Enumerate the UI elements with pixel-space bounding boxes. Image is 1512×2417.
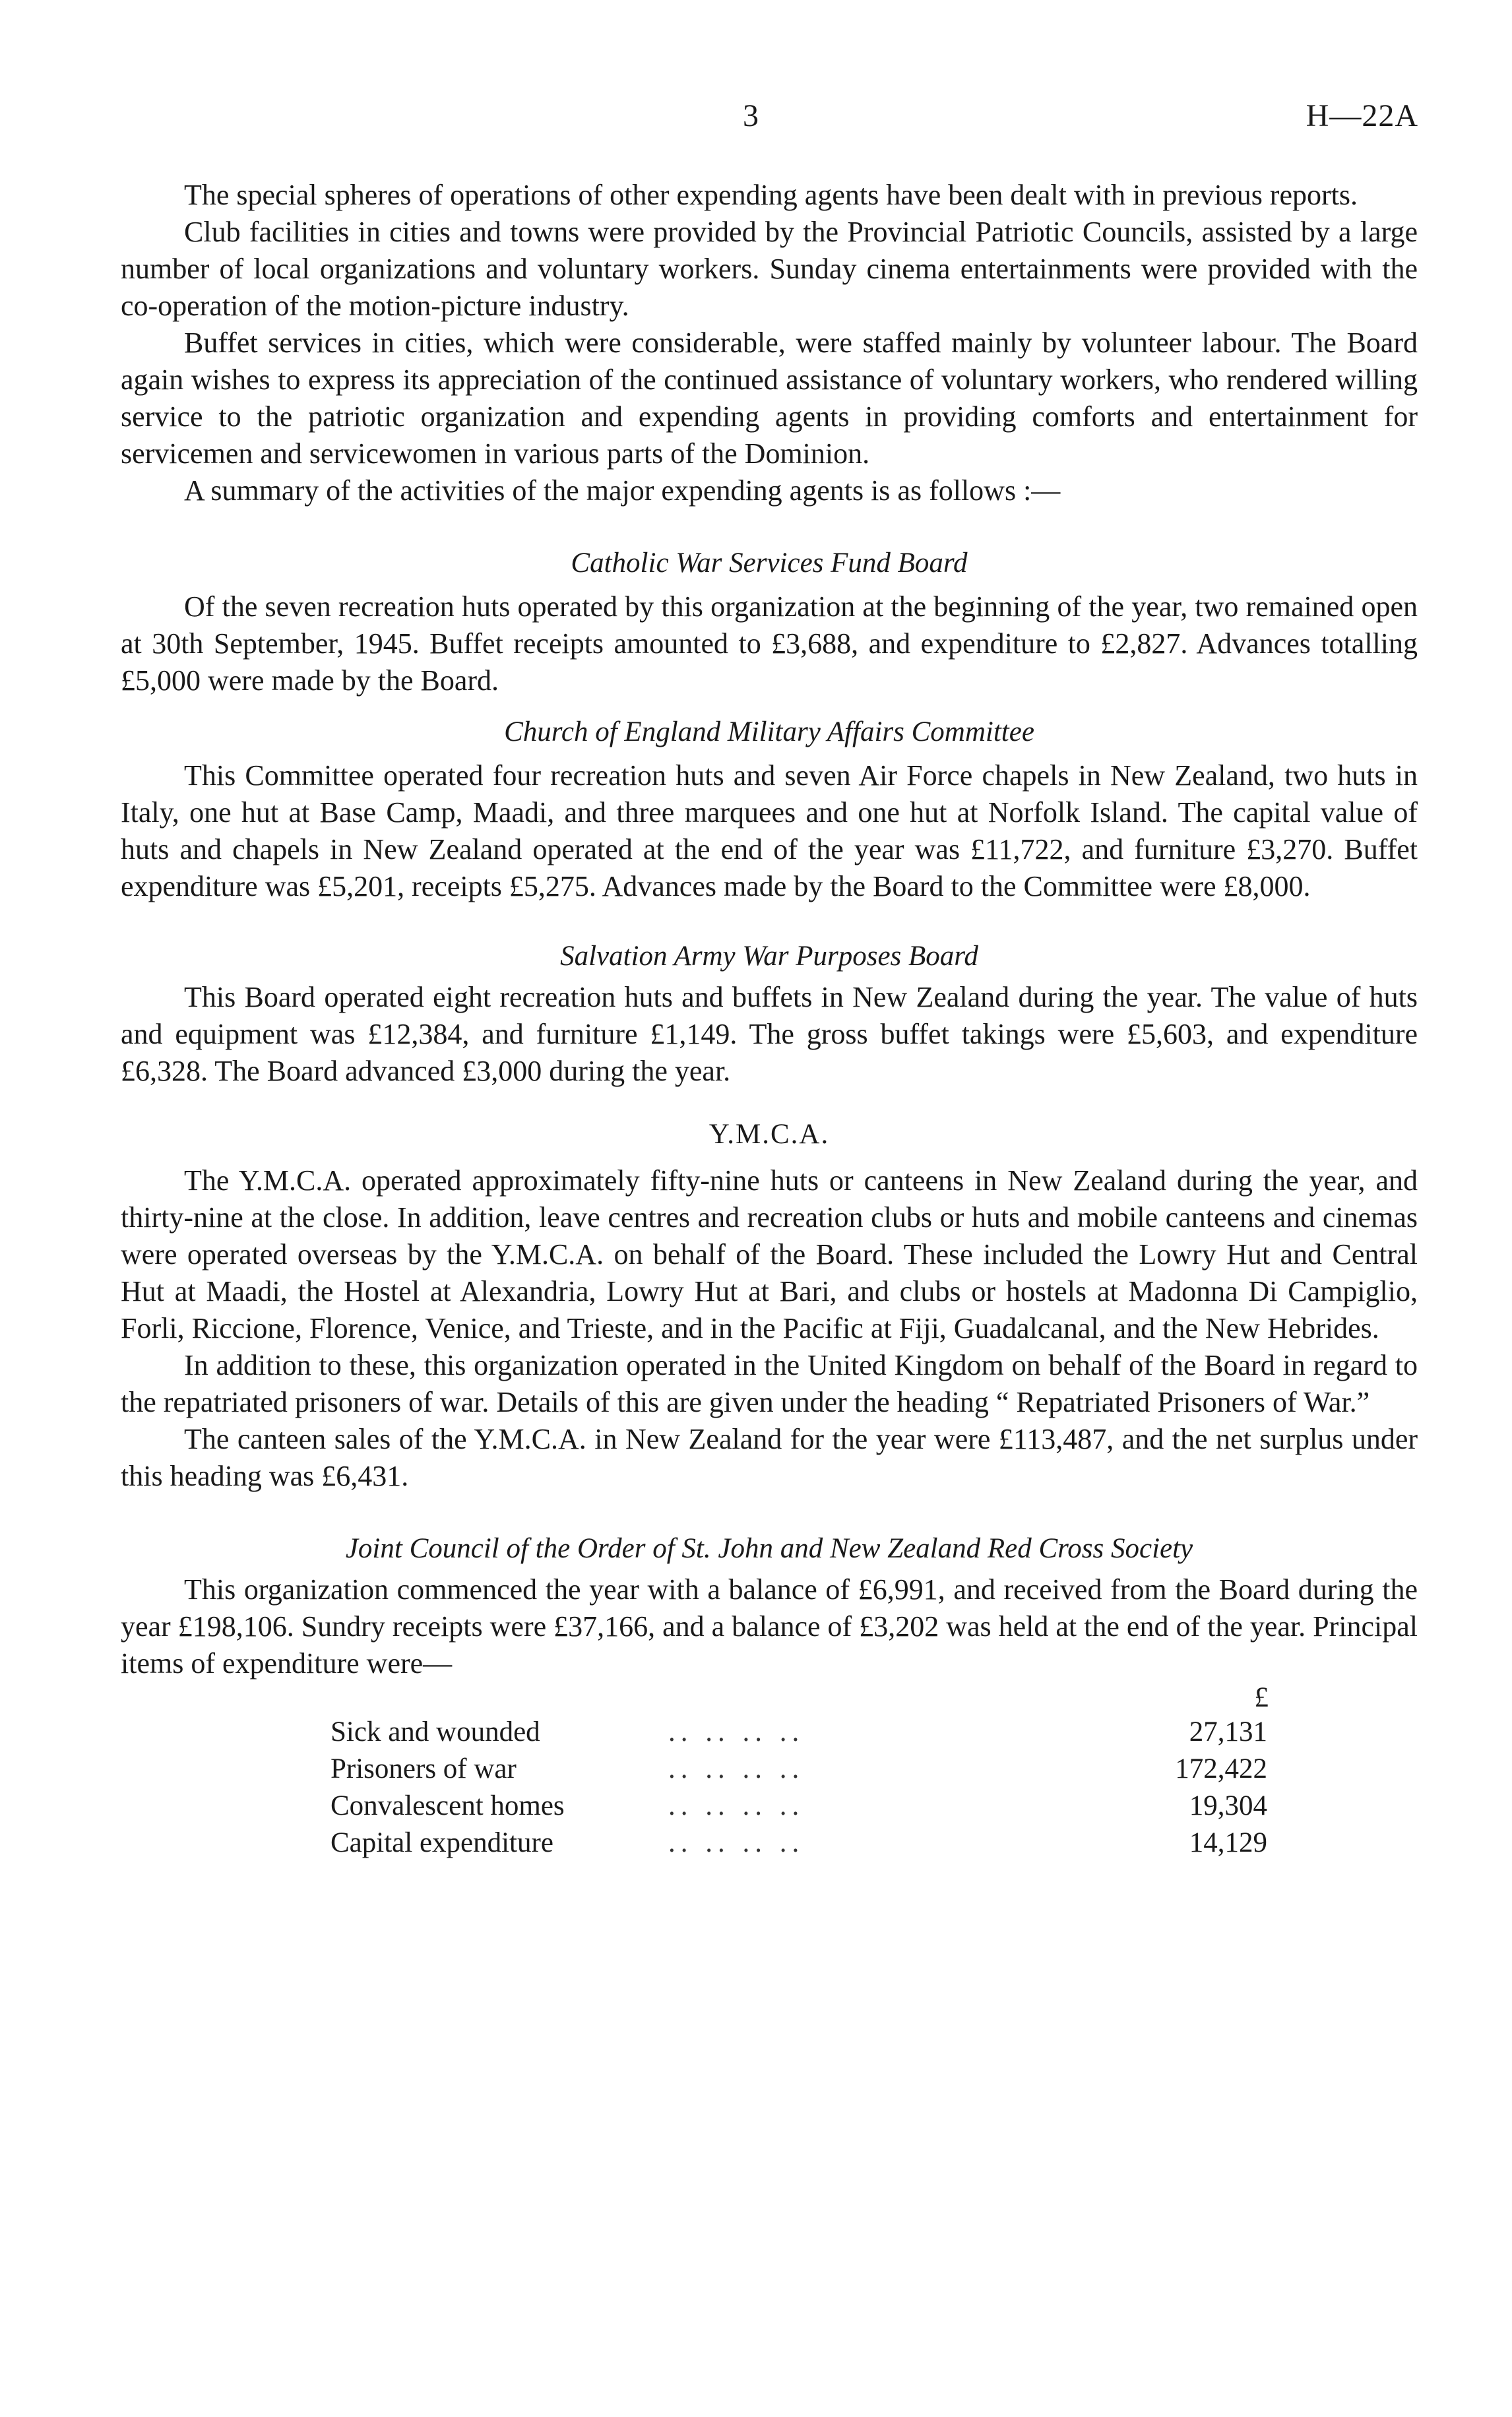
document-code: H—22A [1306, 98, 1418, 133]
page-body [121, 177, 1418, 1862]
intro-paragraph: A summary of the activities of the major expending agents is as follows :— [184, 474, 1061, 507]
item-label: Sick and wounded [331, 1716, 540, 1747]
section-paragraph: This Committee operated four recreation huts and seven Air Force chapels in New Zealand, two huts in Italy, one hut at Base Camp, Maadi, and three marquees and one hut at Norfolk Island. The capital value of huts and chapels in New Zealand operated at the end of the year was £11,722, and furniture £3,270. Buffet expenditure was £5,201, receipts £5,275. Advances made by the Board to the Committee were £8,000. [121, 759, 1418, 902]
table-row [121, 1751, 1418, 1788]
section-heading-church-of-england: Church of England Military Affairs Committee [504, 716, 1034, 747]
item-amount: 27,131 [1189, 1716, 1267, 1747]
intro-paragraph: Club facilities in cities and towns were provided by the Provincial Patriotic Councils, assisted by a large number of local organizations and voluntary workers. Sunday cinema entertainments were provided with the co-operation of the motion-picture industry. [121, 216, 1418, 322]
dot-leader: .. .. .. .. [668, 1716, 805, 1747]
section-heading-salvation-army: Salvation Army War Purposes Board [560, 941, 978, 972]
section-heading-joint-council: Joint Council of the Order of St. John and New Zealand Red Cross Society [345, 1533, 1193, 1564]
dot-leader: .. .. .. .. [668, 1790, 805, 1821]
table-row [121, 1788, 1418, 1825]
section-paragraph: In addition to these, this organization operated in the United Kingdom on behalf of the Board in regard to the repatriated prisoners of war. Details of this are given under the heading “ Repatriated Prisoners of War.” [121, 1349, 1418, 1418]
section-paragraph: Of the seven recreation huts operated by this organization at the beginning of the year, two remained open at 30th September, 1945. Buffet receipts amounted to £3,688, and expenditure to £2,827. Advances totalling £5,000 were made by the Board. [121, 590, 1418, 697]
item-label: Capital expenditure [331, 1827, 553, 1858]
dot-leader: .. .. .. .. [668, 1753, 805, 1784]
section-paragraph: This organization commenced the year with a balance of £6,991, and received from the Board during the year £198,106. Sundry receipts were £37,166, and a balance of £3,202 was held at the end of the year. Principal items of expenditure were— [121, 1573, 1418, 1679]
dot-leader: .. .. .. .. [668, 1827, 805, 1858]
intro-paragraph: Buffet services in cities, which were considerable, were staffed mainly by volunteer labour. The Board again wishes to express its appreciation of the continued assistance of voluntary workers, who rendered willing service to the patriotic organization and expending agents in providing comforts and entertainment for servicemen and servicewomen in various parts of the Dominion. [121, 327, 1418, 470]
item-label: Convalescent homes [331, 1790, 565, 1821]
currency-unit: £ [1254, 1682, 1269, 1713]
item-label: Prisoners of war [331, 1753, 517, 1784]
intro-paragraph: The special spheres of operations of other expending agents have been dealt with in previous reports. [184, 179, 1358, 211]
expenditure-table [121, 1682, 1418, 1862]
section-heading-ymca: Y.M.C.A. [709, 1119, 830, 1150]
item-amount: 14,129 [1189, 1827, 1267, 1858]
section-paragraph: This Board operated eight recreation huts and buffets in New Zealand during the year. The value of huts and equipment was £12,384, and furniture £1,149. The gross buffet takings were £5,603, and expenditure £6,328. The Board advanced £3,000 during the year. [121, 981, 1418, 1087]
section-paragraph: The Y.M.C.A. operated approximately fifty-nine huts or canteens in New Zealand during the year, and thirty-nine at the close. In addition, leave centres and recreation clubs or huts and mobile canteens and cinemas were operated overseas by the Y.M.C.A. on behalf of the Board. These included the Lowry Hut and Central Hut at Maadi, the Hostel at Alexandria, Lowry Hut at Bari, and clubs or hostels at Madonna Di Campiglio, Forli, Riccione, Florence, Venice, and Trieste, and in the Pacific at Fiji, Guadalcanal, and the New Hebrides. [121, 1164, 1418, 1344]
section-heading-catholic: Catholic War Services Fund Board [571, 548, 968, 579]
section-paragraph: The canteen sales of the Y.M.C.A. in New Zealand for the year were £113,487, and the net surplus under this heading was £6,431. [121, 1423, 1418, 1492]
item-amount: 19,304 [1189, 1790, 1267, 1821]
table-row [121, 1825, 1418, 1862]
page-number: 3 [743, 98, 759, 133]
item-amount: 172,422 [1175, 1753, 1267, 1784]
table-row [121, 1714, 1418, 1751]
